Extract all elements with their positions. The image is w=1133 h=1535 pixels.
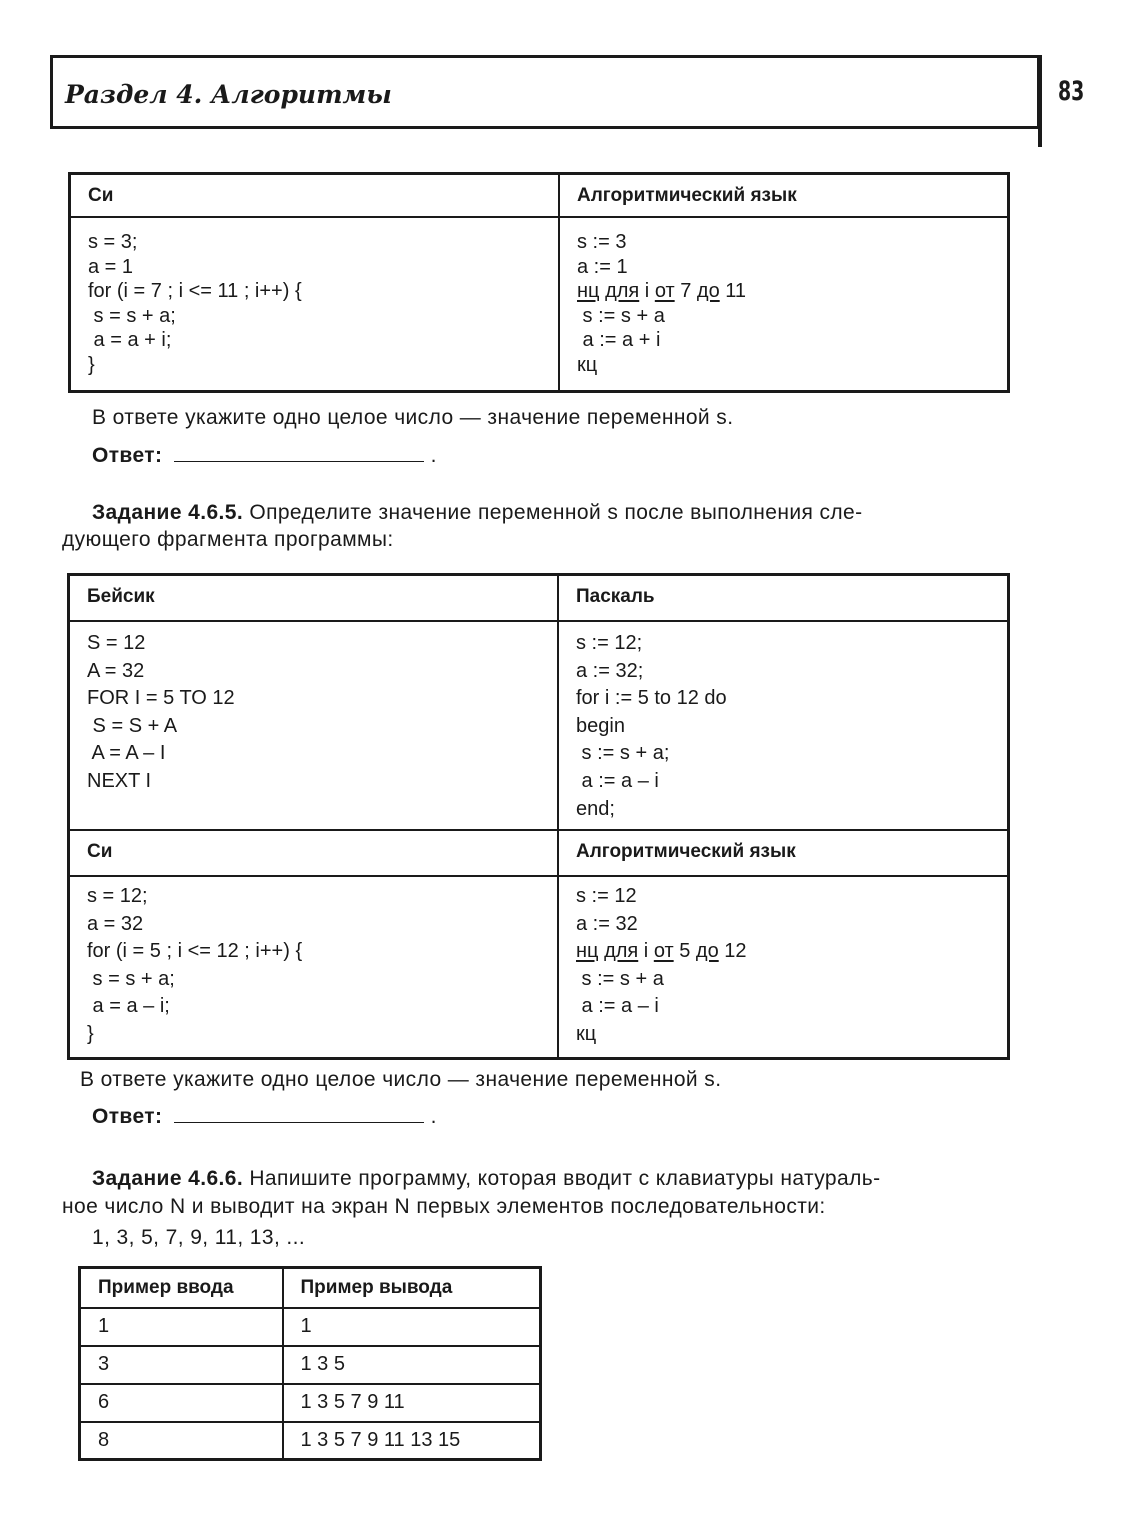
code-line: A = 32 — [87, 659, 145, 682]
keyword-nc: нц — [576, 940, 599, 963]
table2-c-code-cell — [69, 876, 559, 1059]
task-466-line1 — [92, 1165, 880, 1193]
answer-label: Ответ: — [92, 444, 163, 467]
code-line: a = 1 — [88, 255, 134, 278]
table1-c-header: Си — [88, 185, 114, 206]
code-line: for (i = 7 ; i <= 11 ; i++) { — [88, 280, 302, 302]
code-line: s := s + a — [577, 304, 665, 327]
keyword-do: до — [695, 940, 719, 963]
code-line: s = 3; — [88, 231, 138, 253]
example-input: 3 — [80, 1346, 283, 1384]
section-title: Раздел 4. Алгоритмы — [65, 80, 392, 109]
code-line: } — [88, 353, 95, 376]
loop-header-line — [576, 938, 1007, 966]
loop-header-line — [577, 279, 1007, 304]
table2-basic-header-cell — [69, 575, 559, 622]
example-output: 1 — [283, 1308, 541, 1346]
code-line: } — [87, 1022, 94, 1045]
examples-output-header: Пример вывода — [283, 1268, 541, 1308]
table2-pascal-header-cell — [558, 575, 1009, 622]
table1-alg-header: Алгоритмический язык — [577, 185, 797, 206]
code-line: s = 12; — [87, 885, 148, 907]
example-input: 1 — [80, 1308, 283, 1346]
answer-note-1: В ответе укажите одно целое число — значение переменной s. — [92, 406, 734, 429]
table-row — [80, 1308, 541, 1346]
table2-basic-code-cell — [69, 621, 559, 830]
table1-c-header-cell — [70, 174, 560, 218]
table2-alg-header-cell — [558, 830, 1009, 876]
example-output: 1 3 5 7 9 11 13 15 — [283, 1422, 541, 1460]
keyword-dlya: для — [604, 940, 639, 963]
keyword-do: до — [696, 280, 720, 302]
code-line: a := a – i — [576, 769, 659, 792]
code-line: s := 12 — [576, 885, 637, 907]
task-466-label: Задание 4.6.6. — [92, 1167, 244, 1190]
code-line: s := s + a; — [576, 742, 670, 765]
task-466-line2: ное число N и выводит на экран N первых элементов последовательности: — [62, 1195, 826, 1218]
code-line: end; — [576, 797, 615, 820]
code-line: for (i = 5 ; i <= 12 ; i++) { — [87, 940, 303, 963]
task-466-sequence: 1, 3, 5, 7, 9, 11, 13, ... — [92, 1226, 306, 1249]
task-465-text: Определите значение переменной s после выполнения сле- — [243, 501, 863, 524]
answer-blank-2[interactable] — [174, 1104, 424, 1123]
code-line: begin — [576, 714, 625, 737]
loop-var: i — [644, 280, 650, 302]
loop-to: 12 — [724, 940, 747, 963]
code-line: a := a – i — [576, 995, 659, 1018]
example-output: 1 3 5 7 9 11 — [283, 1384, 541, 1422]
loop-from: 7 — [680, 280, 692, 302]
answer-note-2: В ответе укажите одно целое число — значение переменной s. — [80, 1068, 722, 1091]
page-number: 83 — [1058, 76, 1085, 107]
table1-alg-header-cell — [559, 174, 1009, 218]
table-row — [80, 1422, 541, 1460]
example-input: 8 — [80, 1422, 283, 1460]
examples-table — [78, 1266, 542, 1461]
code-line: a = a – i; — [87, 995, 170, 1018]
code-line: a := a + i — [577, 329, 661, 351]
section-header — [50, 55, 1040, 129]
code-line: S = 12 — [87, 632, 146, 654]
keyword-nc: нц — [577, 280, 600, 302]
code-line: S = S + A — [87, 714, 178, 737]
example-output: 1 3 5 — [283, 1346, 541, 1384]
table2-alg-header: Алгоритмический язык — [576, 841, 796, 862]
keyword-ot: от — [654, 280, 675, 302]
answer-label: Ответ: — [92, 1105, 163, 1128]
code-line: s = s + a; — [88, 304, 176, 327]
table-row — [80, 1384, 541, 1422]
table2-c-header: Си — [87, 841, 113, 862]
code-table-2 — [67, 573, 1010, 1060]
loop-to: 11 — [725, 280, 747, 302]
loop-from: 5 — [679, 940, 691, 963]
code-table-1 — [68, 172, 1010, 393]
task-466-text: Напишите программу, которая вводит с клавиатуры натураль- — [243, 1167, 881, 1190]
code-line: a := 32; — [576, 659, 644, 682]
code-line: a := 32 — [576, 912, 638, 935]
answer-row-1: Ответ: . — [92, 444, 437, 467]
table1-c-code-cell — [70, 217, 560, 392]
task-465-line1 — [92, 499, 863, 527]
code-line: s := 3 — [577, 231, 627, 253]
code-line: s := 12; — [576, 632, 643, 654]
answer-row-2: Ответ: . — [92, 1105, 437, 1128]
loop-var: i — [643, 940, 649, 963]
task-465-label: Задание 4.6.5. — [92, 501, 244, 524]
keyword-dlya: для — [605, 280, 640, 302]
table2-basic-header: Бейсик — [87, 586, 155, 607]
code-line: A = A – I — [87, 742, 166, 765]
examples-input-header: Пример ввода — [80, 1268, 283, 1308]
table1-alg-code-cell — [559, 217, 1009, 392]
table2-alg-code-cell — [558, 876, 1009, 1059]
code-line: a := 1 — [577, 255, 628, 278]
code-line: кц — [577, 353, 598, 376]
example-input: 6 — [80, 1384, 283, 1422]
table2-pascal-header: Паскаль — [576, 586, 655, 607]
table2-c-header-cell — [69, 830, 559, 876]
table2-pascal-code-cell — [558, 621, 1009, 830]
table-row — [80, 1346, 541, 1384]
keyword-ot: от — [653, 940, 674, 963]
header-divider — [1038, 55, 1042, 147]
code-line: NEXT I — [87, 769, 152, 792]
code-line: a = a + i; — [88, 329, 172, 351]
code-line: s = s + a; — [87, 967, 175, 990]
code-line: FOR I = 5 TO 12 — [87, 687, 235, 710]
task-465-line2: дующего фрагмента программы: — [62, 528, 394, 551]
code-line: кц — [576, 1022, 597, 1045]
code-line: for i := 5 to 12 do — [576, 687, 727, 710]
code-line: s := s + a — [576, 967, 664, 990]
answer-blank-1[interactable] — [174, 443, 424, 462]
code-line: a = 32 — [87, 912, 144, 935]
